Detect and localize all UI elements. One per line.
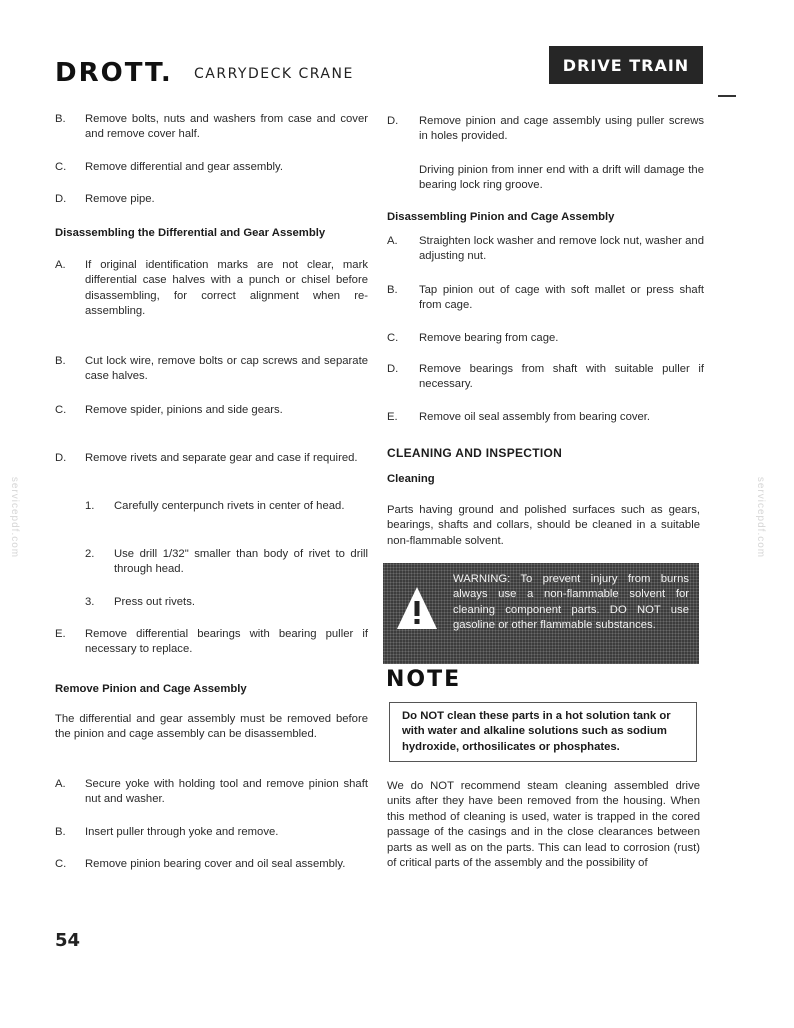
paragraph: The differential and gear assembly must be removed before the pinion and cage assembly can be disassembled. [55, 713, 368, 741]
section-heading: Disassembling the Differential and Gear Assembly [55, 227, 326, 239]
warning-box [383, 563, 699, 664]
paragraph: Driving pinion from inner end with a drift will damage the bearing lock ring groove. [419, 164, 704, 192]
warning-text: WARNING: To prevent injury from burns always use a non-flammable solvent for cleaning component parts. DO NOT use gasoline or other flammable substances. [453, 573, 689, 632]
paragraph: Parts having ground and polished surfaces such as gears, bearings, shafts and collars, should be cleaned in a suitable non-flammable solvent. [387, 504, 700, 547]
page-mark [718, 95, 736, 97]
left-column: B. Remove bolts, nuts and washers from case and cover and remove cover half. C. Remove differential and gear assembly. D. Remove pipe. Disassembling the Differential and Gear Assembly A. If original identification marks are not clear, mark differential case halves with a punch or chisel before disassembling, for correct alignment when re-assembling. B. Cut lock wire, remove bolts or cap screws and separate case halves. C. Remove spider, pinions and side gears. D. Remove rivets and separate gear and case if required. 1. Carefully centerpunch rivets in center of head. 2. Use drill 1/32" smaller than body of rivet to drill through head. 3. Press out rivets. E. Remove differential bearings with bearing puller if necessary to replace. Remove Pinion and Cage Assembly The differential and gear assembly must be removed before the pinion and cage assembly can be disassembled. A. Secure yoke with holding tool and remove pinion shaft nut and washer. B. Insert puller through yoke and remove. C. Remove pinion bearing cover and oil seal assembly. [55, 113, 368, 870]
note-box [389, 702, 697, 762]
section-heading: Remove Pinion and Cage Assembly [55, 683, 247, 695]
note-title: NOTE [386, 667, 462, 692]
page-number: 54 [55, 930, 81, 951]
subsection-heading: Cleaning [387, 473, 435, 485]
right-column: D. Remove pinion and cage assembly using puller screws in holes provided. Driving pinion from inner end with a drift will damage the bearing lock ring groove. Disassembling Pinion and Cage Assembly A. Straighten lock washer and remove lock nut, washer and adjusting nut. B. Tap pinion out of cage with soft mallet or press shaft from cage. C. Remove bearing from cage. D. Remove bearings from shaft with suitable puller if necessary. E. Remove oil seal assembly from bearing cover. CLEANING AND INSPECTION Cleaning Parts having ground and polished surfaces such as gears, bearings, shafts and collars, should be cleaned in a suitable non-flammable solvent. [387, 114, 704, 904]
section-heading: Disassembling Pinion and Cage Assembly [387, 211, 615, 223]
document-subtitle: CARRYDECK CRANE [194, 66, 354, 82]
section-heading: CLEANING AND INSPECTION [387, 446, 563, 460]
section-badge: DRIVE TRAIN [549, 46, 703, 84]
brand-logo: DROTT. [55, 58, 173, 88]
note-text: Do NOT clean these parts in a hot solution tank or with water and alkaline solutions such as sodium hydroxide, orthosilicates or phosphates. [402, 710, 671, 753]
warning-icon [395, 585, 439, 633]
watermark-left: servicepdf.com [9, 476, 21, 559]
watermark-right: servicepdf.com [755, 476, 767, 559]
paragraph: We do NOT recommend steam cleaning assembled drive units after they have been removed from the housing. When this method of cleaning is used, water is trapped in the cored passage of the casings and in the close clearances between parts as well as on the parts. This can lead to corrosion (rust) of critical parts of the assembly and the possibility of [387, 780, 700, 870]
